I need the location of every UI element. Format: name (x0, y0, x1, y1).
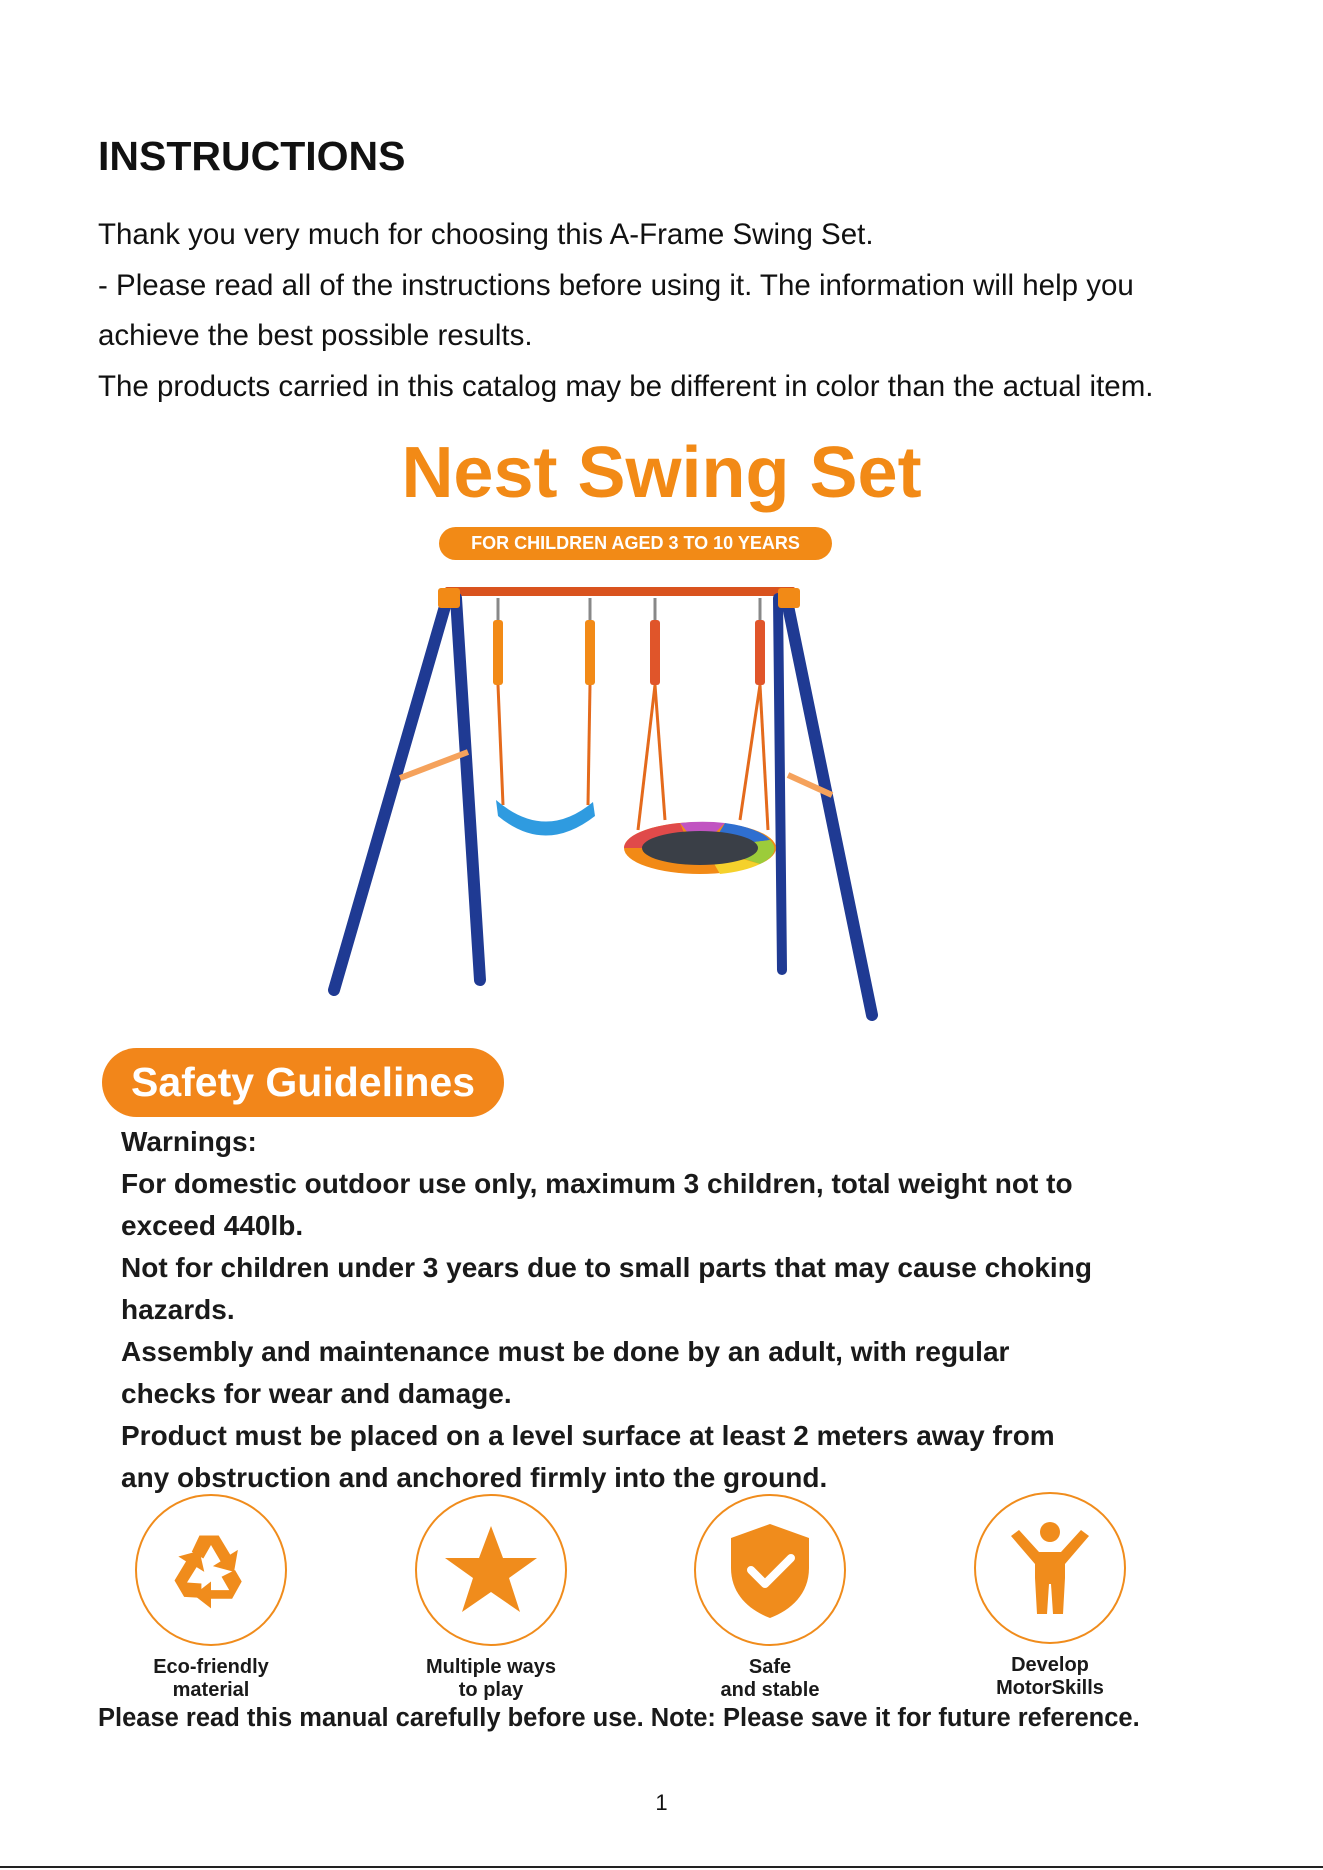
feature-label (91, 1656, 331, 1702)
feature-circle (974, 1492, 1126, 1644)
bottom-divider (0, 1866, 1323, 1868)
warning-line: checks for wear and damage. (121, 1378, 512, 1409)
feature-eco-friendly (91, 1494, 331, 1702)
recycle-icon (163, 1522, 259, 1618)
feature-circle (694, 1494, 846, 1646)
feature-label-line: Multiple ways (425, 1656, 557, 1678)
feature-label-line: to play (458, 1679, 524, 1701)
intro-line: - Please read all of the instructions before using it. The information will help you (98, 268, 1134, 302)
warning-line: Not for children under 3 years due to small parts that may cause choking (121, 1252, 1092, 1283)
safety-guidelines-badge: Safety Guidelines (102, 1048, 504, 1117)
child-icon (1005, 1518, 1095, 1618)
intro-line: Thank you very much for choosing this A-Frame Swing Set. (98, 218, 874, 251)
feature-label-line: Eco-friendly (153, 1656, 269, 1678)
page-number: 1 (655, 1790, 668, 1815)
warnings-text (121, 1121, 1241, 1499)
swing-set-photo (320, 580, 920, 1040)
feature-label-line: Develop (1011, 1654, 1089, 1676)
swing-left-leg-front (456, 598, 480, 980)
warning-line: hazards. (121, 1294, 235, 1325)
feature-label-line: Safe (748, 1656, 792, 1678)
feature-multiple-ways (371, 1494, 611, 1702)
intro-text (98, 210, 1288, 412)
intro-line: achieve the best possible results. (98, 319, 533, 352)
warning-line: Assembly and maintenance must be done by an adult, with regular (121, 1336, 1010, 1367)
swing-top-bar (445, 587, 795, 596)
feature-label-line: and stable (720, 1679, 820, 1701)
feature-label-line: MotorSkills (996, 1677, 1104, 1699)
feature-label-line: material (172, 1679, 250, 1701)
feature-label (930, 1654, 1170, 1700)
feature-safe-stable (650, 1494, 890, 1702)
page-heading: INSTRUCTIONS (98, 133, 406, 179)
feature-label (371, 1656, 611, 1702)
nest-swing-seat (624, 822, 776, 874)
save-manual-notice: Please read this manual carefully before use. Note: Please save it for future reference. (98, 1704, 1140, 1732)
belt-swing-seat (496, 800, 595, 836)
warning-line: any obstruction and anchored firmly into the ground. (121, 1462, 828, 1493)
feature-label (650, 1656, 890, 1702)
star-icon (441, 1520, 541, 1620)
warning-line: exceed 440lb. (121, 1210, 304, 1241)
warnings-heading: Warnings: (121, 1126, 257, 1157)
swing-right-leg-front (778, 598, 782, 970)
product-title: Nest Swing Set (401, 433, 922, 513)
warning-line: For domestic outdoor use only, maximum 3 children, total weight not to (121, 1168, 1073, 1199)
swing-left-leg-back (334, 596, 448, 990)
swing-right-leg-back (786, 596, 872, 1015)
warning-line: Product must be placed on a level surface at least 2 meters away from (121, 1420, 1055, 1451)
feature-motor-skills (930, 1492, 1170, 1700)
age-badge: FOR CHILDREN AGED 3 TO 10 YEARS (439, 527, 832, 560)
feature-circle (135, 1494, 287, 1646)
feature-circle (415, 1494, 567, 1646)
shield-check-icon (725, 1520, 815, 1620)
intro-line: The products carried in this catalog may be different in color than the actual item. (98, 369, 1154, 403)
